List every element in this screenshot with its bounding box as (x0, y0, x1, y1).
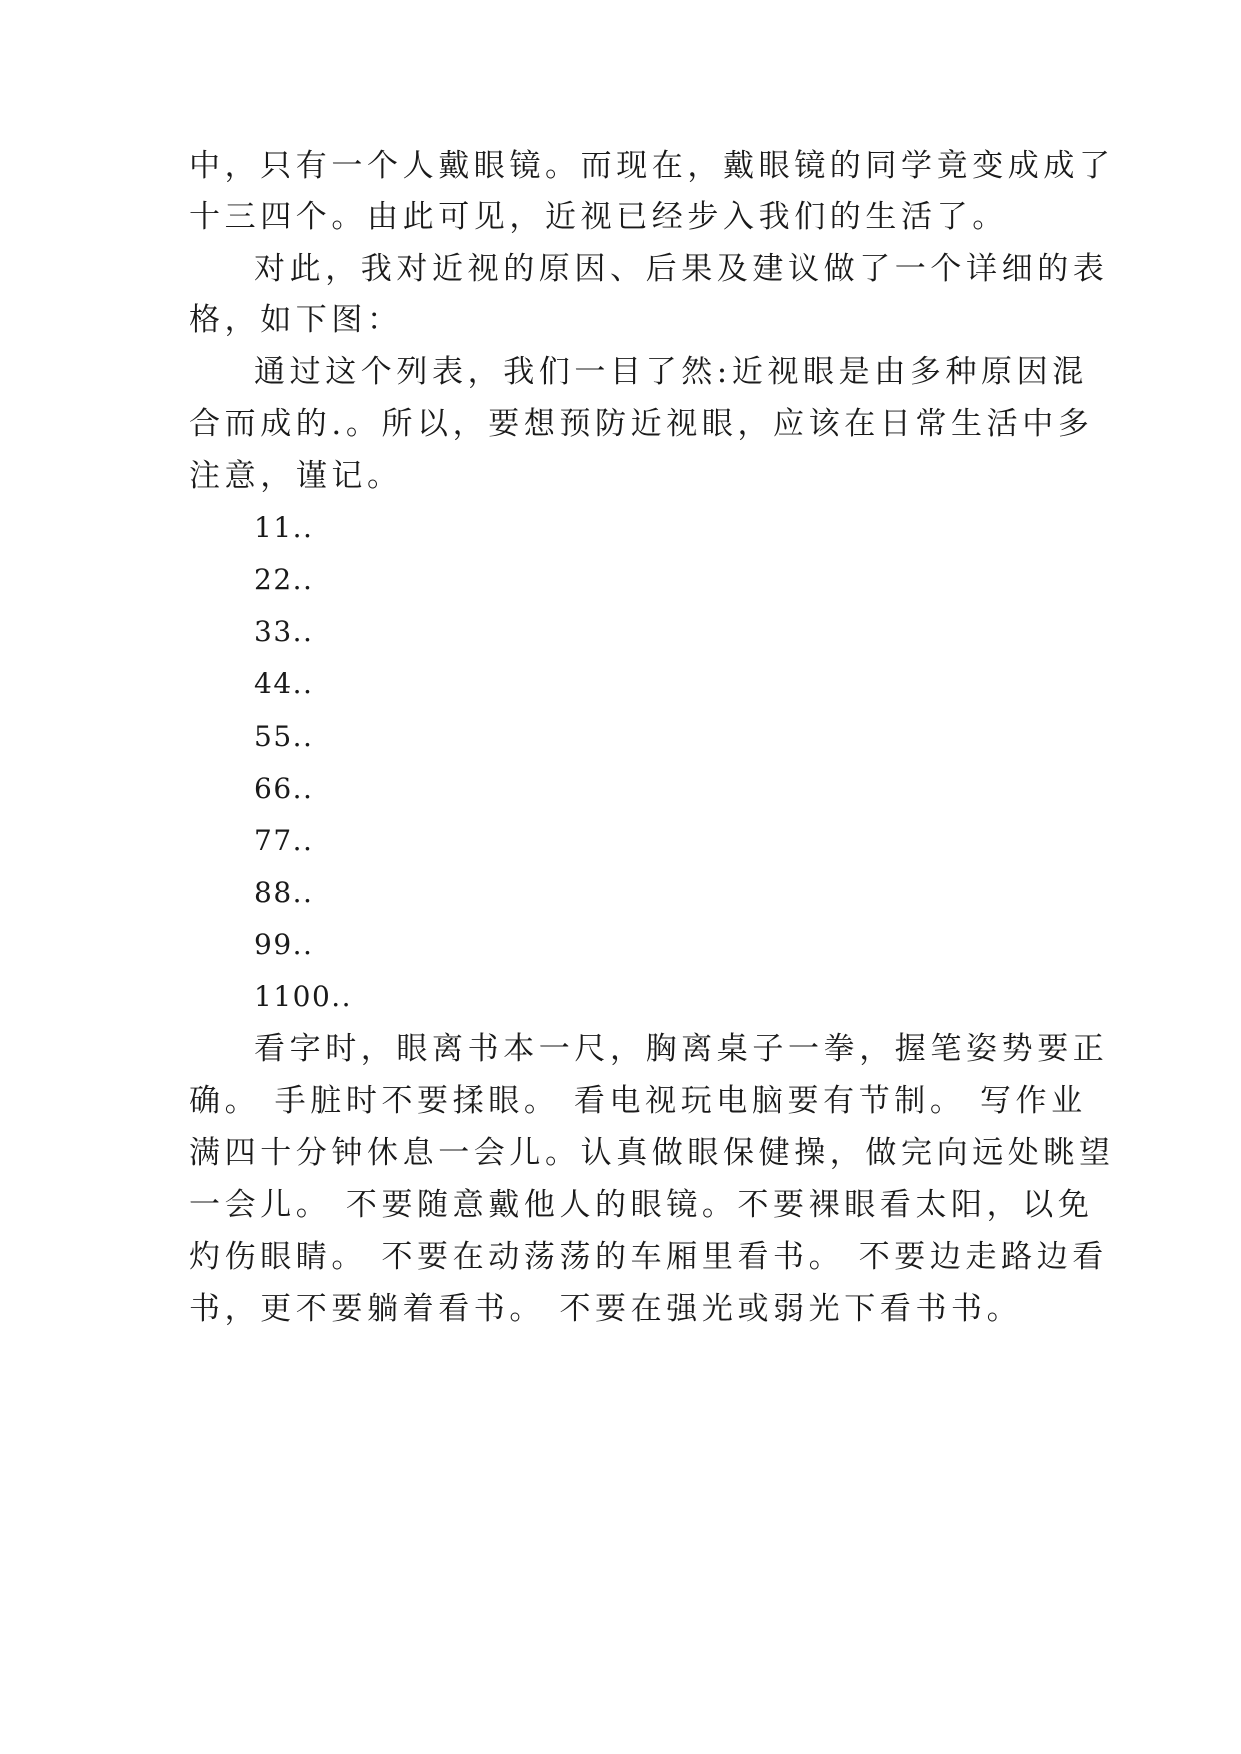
list-item: 11.. (254, 511, 314, 544)
list-item: 77.. (254, 824, 314, 857)
paragraph-line: 格，如下图： (189, 302, 403, 338)
paragraph-line: 中，只有一个人戴眼镜。而现在，戴眼镜的同学竟变成成了 (189, 148, 1115, 184)
paragraph-line: 确。 手脏时不要揉眼。 看电视玩电脑要有节制。 写作业 (189, 1083, 1087, 1119)
list-item: 88.. (254, 876, 314, 909)
list-item: 33.. (254, 615, 314, 648)
paragraph-line: 书，更不要躺着看书。 不要在强光或弱光下看书书。 (189, 1291, 1023, 1327)
paragraph-line: 灼伤眼睛。 不要在动荡荡的车厢里看书。 不要边走路边看 (189, 1239, 1108, 1275)
paragraph-line: 对此，我对近视的原因、后果及建议做了一个详细的表 (254, 251, 1109, 287)
paragraph-line: 看字时，眼离书本一尺，胸离桌子一拳，握笔姿势要正 (254, 1031, 1109, 1067)
paragraph-line: 注意，谨记。 (189, 458, 403, 494)
list-item: 1100.. (254, 980, 353, 1013)
list-item: 44.. (254, 667, 314, 700)
paragraph-line: 一会儿。 不要随意戴他人的眼镜。不要裸眼看太阳，以免 (189, 1187, 1094, 1223)
paragraph-line: 通过这个列表，我们一目了然:近视眼是由多种原因混 (254, 354, 1088, 390)
paragraph-line: 十三四个。由此可见，近视已经步入我们的生活了。 (189, 199, 1008, 235)
list-item: 66.. (254, 772, 314, 805)
paragraph-line: 满四十分钟休息一会儿。认真做眼保健操，做完向远处眺望 (189, 1135, 1115, 1171)
list-item: 99.. (254, 928, 314, 961)
list-item: 22.. (254, 563, 314, 596)
list-item: 55.. (254, 720, 314, 753)
paragraph-line: 合而成的.。所以，要想预防近视眼，应该在日常生活中多 (189, 406, 1094, 442)
